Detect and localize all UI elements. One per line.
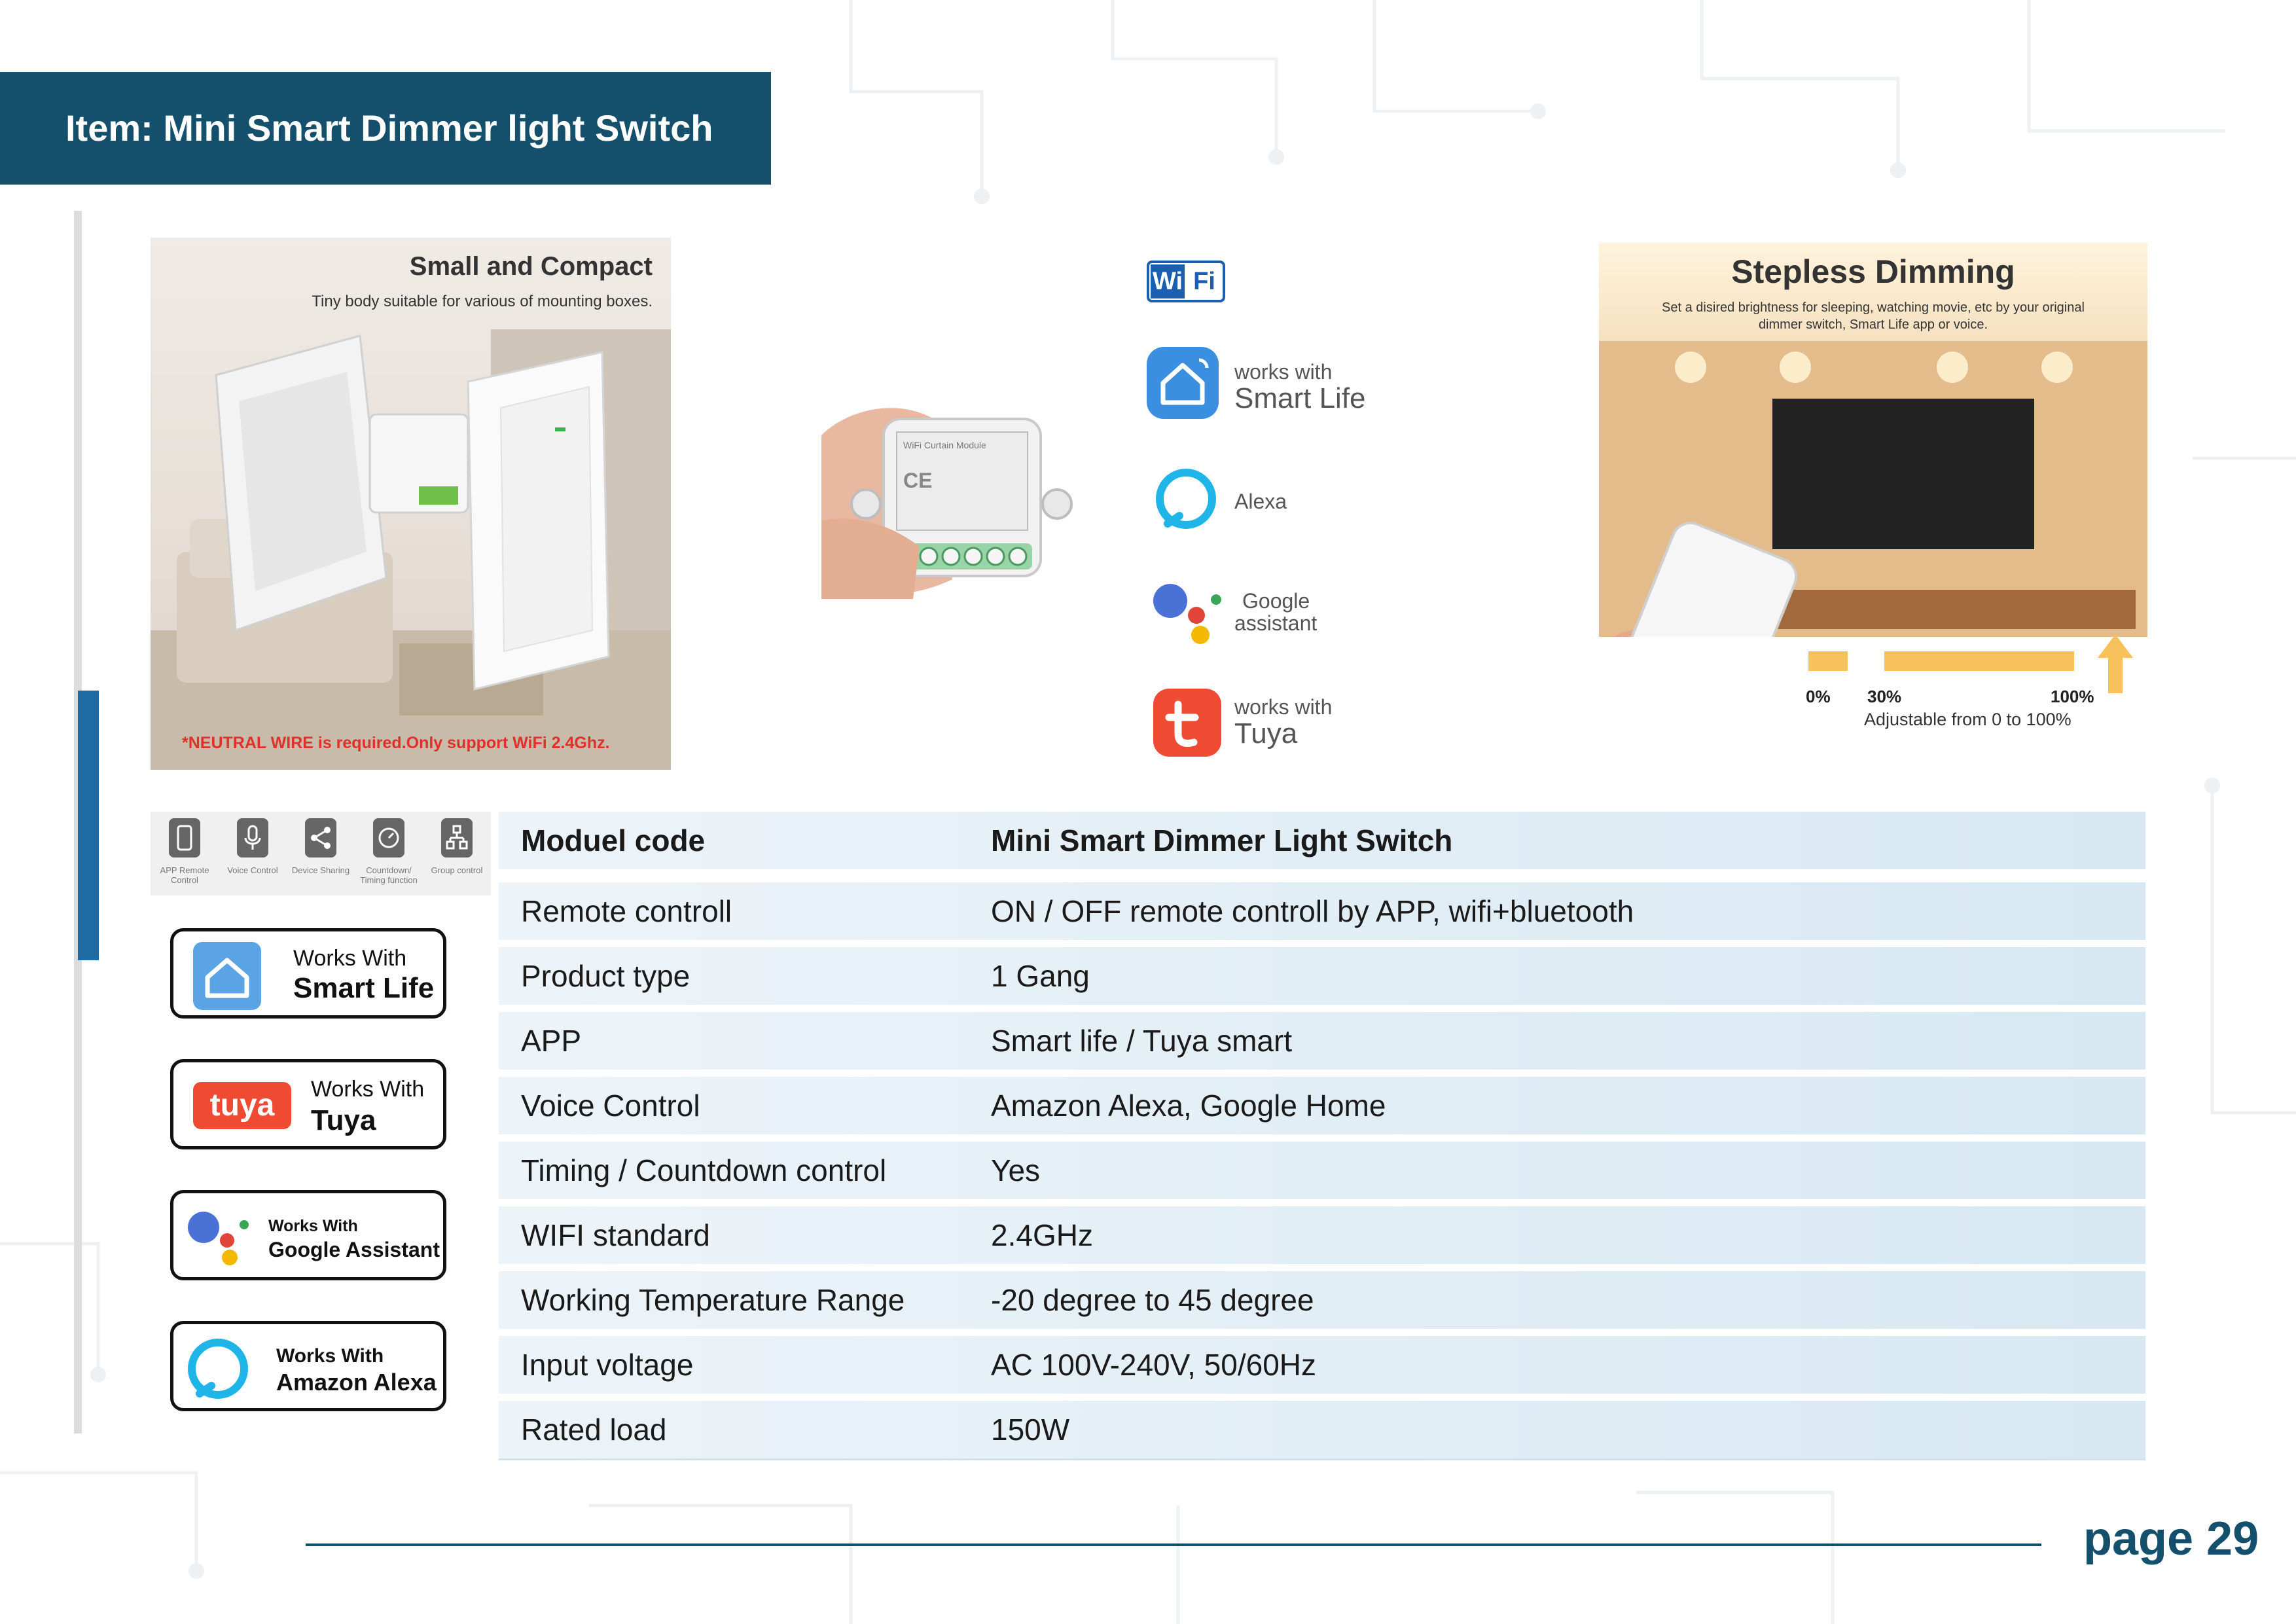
feature-label: APP Remote Control xyxy=(160,865,209,885)
feature-group-control xyxy=(423,812,491,895)
feature-label: Group control xyxy=(431,865,483,875)
google-assistant-icon xyxy=(187,1209,252,1268)
spec-label: Working Temperature Range xyxy=(521,1283,905,1317)
table-row xyxy=(499,1012,2145,1070)
smart-life-logo-line2: Smart Life xyxy=(1234,382,1366,414)
dimming-scale-0: 0% xyxy=(1806,687,1831,706)
feature-strip xyxy=(151,812,491,895)
badge-smart-life-line2: Smart Life xyxy=(293,972,435,1004)
feature-device-sharing xyxy=(287,812,355,895)
tuya-logo-line2: Tuya xyxy=(1234,717,1298,749)
tuya-badge-logo xyxy=(193,1082,291,1129)
timer-icon xyxy=(373,818,404,857)
brightness-arrow-icon xyxy=(2098,634,2133,693)
spec-value: 2.4GHz xyxy=(991,1218,1093,1252)
spec-value: Smart life / Tuya smart xyxy=(991,1024,1293,1058)
compact-illustration xyxy=(151,238,671,770)
feature-label: Countdown/ Timing function xyxy=(360,865,418,885)
module-illustration xyxy=(821,383,1077,605)
table-row xyxy=(499,1142,2145,1199)
dimming-photo xyxy=(1599,243,2147,765)
feature-countdown-timing xyxy=(355,812,423,895)
page-number: page 29 xyxy=(2083,1513,2259,1565)
brightness-bar-low xyxy=(1808,651,1848,671)
phone-icon xyxy=(169,818,200,857)
table-row xyxy=(499,882,2145,940)
table-row xyxy=(499,1401,2145,1458)
badge-amazon-alexa xyxy=(170,1321,446,1411)
table-row xyxy=(499,947,2145,1005)
badge-tuya-line2: Tuya xyxy=(311,1104,376,1136)
compact-title: Small and Compact xyxy=(409,252,653,281)
page-title: Item: Mini Smart Dimmer light Switch xyxy=(65,107,713,149)
badge-smart-life-line1: Works With xyxy=(293,946,407,971)
spec-header-value: Mini Smart Dimmer Light Switch xyxy=(991,823,1453,857)
badge-tuya-line1: Works With xyxy=(311,1077,425,1102)
spec-value: ON / OFF remote controll by APP, wifi+bluetooth xyxy=(991,894,1634,928)
feature-label: Voice Control xyxy=(227,865,278,875)
compact-photo xyxy=(151,238,671,770)
spec-label: Timing / Countdown control xyxy=(521,1153,887,1187)
spec-header-label: Moduel code xyxy=(521,823,706,857)
smart-life-logo-line1: works with xyxy=(1234,360,1333,384)
spec-value: Amazon Alexa, Google Home xyxy=(991,1089,1386,1123)
badge-alexa-line2: Amazon Alexa xyxy=(276,1369,437,1396)
badge-smart-life xyxy=(170,928,446,1019)
microphone-icon xyxy=(237,818,268,857)
alexa-logo-label: Alexa xyxy=(1234,490,1287,513)
spec-label: Rated load xyxy=(521,1413,667,1447)
group-icon xyxy=(441,818,473,857)
module-photo xyxy=(821,383,1077,605)
alexa-icon xyxy=(185,1336,251,1401)
table-row xyxy=(499,1206,2145,1264)
brightness-bar-high xyxy=(1884,651,2074,671)
spec-value: -20 degree to 45 degree xyxy=(991,1283,1314,1317)
badge-google-line2: Google Assistant xyxy=(268,1238,440,1261)
tuya-logo-icon xyxy=(1153,689,1221,757)
dimming-caption: Adjustable from 0 to 100% xyxy=(1864,710,2072,729)
left-accent xyxy=(78,691,99,960)
smart-life-logo-icon xyxy=(1147,347,1219,419)
badge-tuya xyxy=(170,1059,446,1149)
feature-voice-control xyxy=(219,812,287,895)
spec-value: 150W xyxy=(991,1413,1070,1447)
title-bar xyxy=(0,72,771,185)
wifi-logo xyxy=(1147,261,1225,302)
share-icon xyxy=(305,818,336,857)
footer-rule xyxy=(306,1543,2041,1546)
table-row xyxy=(499,1336,2145,1394)
tuya-logo-text: tuya xyxy=(209,1088,275,1123)
google-logo-line2: assistant xyxy=(1234,611,1318,635)
smart-life-icon xyxy=(193,942,261,1010)
spec-label: Remote controll xyxy=(521,894,732,928)
alexa-logo-icon xyxy=(1153,466,1219,532)
dimming-scale-30: 30% xyxy=(1867,687,1902,706)
table-row xyxy=(499,1271,2145,1329)
tuya-logo-line1: works with xyxy=(1234,695,1333,719)
spec-label: Voice Control xyxy=(521,1089,700,1123)
dimming-title: Stepless Dimming xyxy=(1731,253,2015,290)
neutral-wire-warning: *NEUTRAL WIRE is required.Only support WiFi 2.4Ghz. xyxy=(182,734,610,752)
feature-label: Device Sharing xyxy=(291,865,350,875)
svg-text:CE: CE xyxy=(903,469,933,492)
spec-value: Yes xyxy=(991,1153,1041,1187)
table-row xyxy=(499,1077,2145,1134)
google-logo-line1: Google xyxy=(1242,589,1310,613)
spec-value: 1 Gang xyxy=(991,959,1090,993)
wifi-logo-fi: Fi xyxy=(1193,268,1215,295)
badge-google-line1: Works With xyxy=(268,1217,358,1235)
badge-alexa-line1: Works With xyxy=(276,1345,384,1367)
spec-table-bottom-rule xyxy=(499,1458,2145,1460)
spec-header-row xyxy=(499,812,2145,869)
google-assistant-logo-icon xyxy=(1152,581,1224,647)
badge-google-assistant xyxy=(170,1190,446,1280)
compact-subtitle: Tiny body suitable for various of mounting boxes. xyxy=(312,293,653,310)
svg-text:WiFi Curtain Module: WiFi Curtain Module xyxy=(903,440,986,450)
spec-value: AC 100V-240V, 50/60Hz xyxy=(991,1348,1316,1382)
wifi-logo-wi: Wi xyxy=(1151,264,1185,298)
dimming-subtitle: Set a disired brightness for sleeping, watching movie, etc by your original dimmer switch, Smart Life app or voice. xyxy=(1662,300,2085,332)
dimming-scale-100: 100% xyxy=(2051,687,2094,706)
spec-label: WIFI standard xyxy=(521,1218,710,1252)
spec-label: APP xyxy=(521,1024,582,1058)
spec-label: Product type xyxy=(521,959,691,993)
spec-label: Input voltage xyxy=(521,1348,694,1382)
feature-app-remote xyxy=(151,812,219,895)
